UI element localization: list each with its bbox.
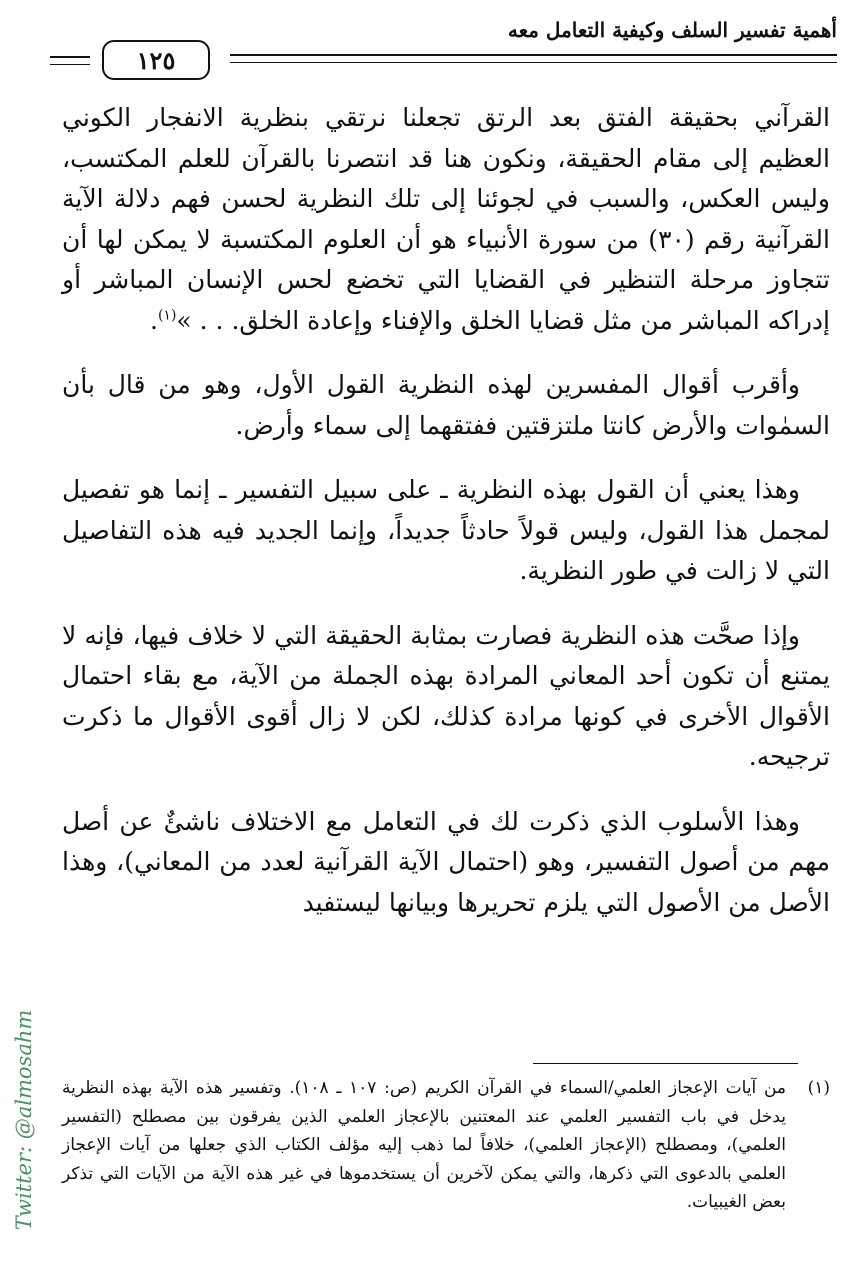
paragraph-4: وإذا صحَّت هذه النظرية فصارت بمثابة الحقيقة التي لا خلاف فيها، فإنه لا يمتنع أن تكون أحد المعاني المرادة بهذه الجملة من الآية، مع بقاء احتمال الأقوال الأخرى في كونها مرادة كذلك، لكن لا زال أقوى الأقوال ما ذكرت ترجيحه.	[62, 620, 830, 771]
footnote-text: من آيات الإعجاز العلمي/السماء في القرآن الكريم (ص: ١٠٧ ـ ١٠٨). وتفسير هذه الآية بهذه النظرية يدخل في باب التفسير العلمي عند المعتنين بالإعجاز العلمي الذين يفرقون بين مصطلح (التفسير العلمي)، ومصطلح (الإعجاز العلمي)، خلافاً لما ذهب إليه مؤلف الكتاب الذي جعلها من آيات الإعجاز العلمي بالدعوى التي ذكرها، والتي يمكن لآخرين أن يستخدموها في غير هذه الآية من الآيات التي تذكر بعض الغيبيات.	[62, 1078, 787, 1212]
header-rule-right-bottom	[230, 62, 837, 63]
footnote-reference: (١)	[157, 307, 177, 324]
paragraph-1-tail: .	[150, 305, 158, 335]
footnote-number: (١)	[807, 1078, 830, 1098]
page-header	[50, 18, 837, 82]
footnote	[62, 1074, 830, 1217]
paragraph-5: وهذا الأسلوب الذي ذكرت لك في التعامل مع الاختلاف ناشئٌ عن أصل مهم من أصول التفسير، وهو (احتمال الآية القرآنية لعدد من المعاني)، وهذا الأصل من الأصول التي يلزم تحريرها وبيانها ليستفيد	[62, 806, 830, 917]
running-title: أهمية تفسير السلف وكيفية التعامل معه	[507, 18, 837, 42]
header-rule-left-bottom	[50, 64, 90, 65]
page-number-box	[102, 40, 210, 80]
paragraph-1-text: القرآني بحقيقة الفتق بعد الرتق تجعلنا نرتقي بنظرية الانفجار الكوني العظيم إلى مقام الحقيقة، ونكون هنا قد انتصرنا بالقرآن للعلم المكتسب، وليس العكس، والسبب في لجوئنا إلى تلك النظرية لحسن فهم دلالة الآية القرآنية رقم (٣٠) من سورة الأنبياء هو أن العلوم المكتسبة لا يمكن لها أن تتجاوز مرحلة التنظير في القضايا التي تخضع لحس الإنسان المباشر أو إدراكه المباشر من مثل قضايا الخلق والإفناء وإعادة الخلق. . . »	[62, 103, 830, 335]
header-rule-left-top	[50, 56, 90, 58]
paragraph-3: وهذا يعني أن القول بهذه النظرية ـ على سبيل التفسير ـ إنما هو تفصيل لمجمل هذا القول، وليس قولاً حادثاً جديداً، وإنما الجديد فيه هذه التفاصيل التي لا زالت في طور النظرية.	[62, 475, 830, 585]
watermark	[6, 1000, 42, 1240]
paragraph-1	[62, 98, 830, 341]
header-rule-right-top	[230, 54, 837, 56]
footnote-separator	[533, 1063, 798, 1064]
watermark-text: Twitter: @almosahm	[12, 1009, 36, 1231]
main-text	[62, 98, 830, 947]
paragraph-2: وأقرب أقوال المفسرين لهذه النظرية القول الأول، وهو من قال بأن السمٰوات والأرض كانتا ملتزقتين ففتقهما إلى سماء وأرض.	[62, 370, 830, 440]
page-number: ١٢٥	[136, 45, 176, 75]
